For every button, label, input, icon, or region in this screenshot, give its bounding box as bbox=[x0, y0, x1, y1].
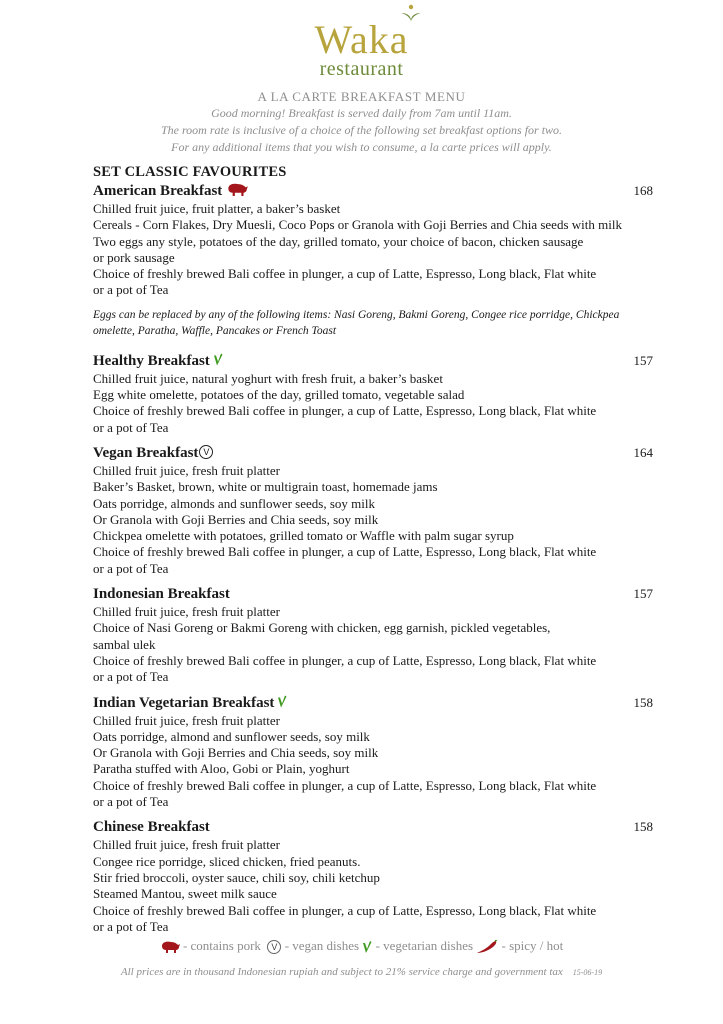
chili-icon bbox=[476, 940, 498, 954]
section-title: SET CLASSIC FAVOURITES bbox=[93, 164, 287, 180]
legend-spicy-label: - spicy / hot bbox=[501, 938, 564, 953]
menu-item-name: Indian Vegetarian Breakfast bbox=[93, 694, 275, 711]
menu-item-name: American Breakfast bbox=[93, 183, 223, 199]
menu-item-description: Congee rice porridge, sliced chicken, fried peanuts. bbox=[93, 853, 361, 869]
menu-item-name: Healthy Breakfast bbox=[93, 352, 210, 369]
menu-item-header bbox=[93, 443, 653, 463]
menu-item-description: Chilled fruit juice, fruit platter, a baker’s basket bbox=[93, 201, 341, 216]
menu-item-description: Choice of freshly brewed Bali coffee in plunger, a cup of Latte, Espresso, Long black, Flat white bbox=[93, 544, 597, 560]
menu-item-price: 157 bbox=[633, 352, 653, 368]
menu-item-header bbox=[93, 817, 653, 837]
menu-item-header bbox=[93, 693, 653, 713]
menu-item-description: Two eggs any style, potatoes of the day, grilled tomato, your choice of bacon, chicken sausage bbox=[93, 233, 584, 249]
vegetarian-icon bbox=[274, 694, 287, 711]
menu-item-description: Cereals - Corn Flakes, Dry Muesli, Coco Pops or Granola with Goji Berries and Chia seeds with milk bbox=[93, 217, 622, 233]
legend-vegetarian-label: - vegetarian dishes bbox=[375, 938, 474, 953]
menu-item-header bbox=[93, 351, 653, 371]
dietary-legend bbox=[0, 938, 723, 954]
pork-icon bbox=[160, 941, 180, 953]
restaurant-logo bbox=[0, 17, 723, 80]
menu-item-description: Chilled fruit juice, fresh fruit platter bbox=[93, 604, 280, 620]
menu-item bbox=[93, 693, 653, 811]
menu-item-price: 164 bbox=[633, 444, 653, 460]
menu-item-description: Chickpea omelette with potatoes, grilled tomato or Waffle with palm sugar syrup bbox=[93, 528, 514, 544]
vegetarian-icon bbox=[210, 352, 223, 369]
menu-item-description: or a pot of Tea bbox=[93, 560, 169, 576]
menu-item-description: Choice of freshly brewed Bali coffee in plunger, a cup of Latte, Espresso, Long black, Flat white bbox=[93, 403, 597, 419]
vegetarian-icon bbox=[362, 941, 372, 953]
menu-item-description: Or Granola with Goji Berries and Chia seeds, soy milk bbox=[93, 745, 379, 761]
menu-item bbox=[93, 584, 653, 685]
menu-items bbox=[93, 181, 653, 935]
menu-item-description: Choice of Nasi Goreng or Bakmi Goreng with chicken, egg garnish, pickled vegetables, bbox=[93, 620, 551, 636]
sprout-icon bbox=[400, 4, 422, 22]
footer-text: All prices are in thousand Indonesian rupiah and subject to 21% service charge and government tax bbox=[120, 966, 563, 978]
menu-item-description: Choice of freshly brewed Bali coffee in plunger, a cup of Latte, Espresso, Long black, Flat white bbox=[93, 266, 597, 282]
logo-wordmark bbox=[314, 17, 409, 62]
menu-item-description: Choice of freshly brewed Bali coffee in plunger, a cup of Latte, Espresso, Long black, Flat white bbox=[93, 902, 597, 918]
menu-item-description: or a pot of Tea bbox=[93, 282, 169, 298]
menu-item-description: or a pot of Tea bbox=[93, 794, 169, 810]
legend-pork-label: - contains pork bbox=[182, 938, 261, 953]
menu-item-description: Choice of freshly brewed Bali coffee in plunger, a cup of Latte, Espresso, Long black, Flat white bbox=[93, 652, 597, 668]
menu-item-description: Oats porridge, almonds and sunflower seeds, soy milk bbox=[93, 495, 375, 511]
menu-item-description: Or Granola with Goji Berries and Chia seeds, soy milk bbox=[93, 511, 379, 527]
intro-line: Good morning! Breakfast is served daily from 7am until 11am. bbox=[211, 106, 512, 120]
menu-item-description: Chilled fruit juice, natural yoghurt with fresh fruit, a baker’s basket bbox=[93, 370, 443, 386]
vegan-icon: V bbox=[267, 940, 281, 954]
logo-name: Waka bbox=[314, 17, 409, 62]
menu-item bbox=[93, 443, 653, 577]
vegan-icon: V bbox=[198, 444, 213, 461]
menu-intro bbox=[0, 88, 723, 156]
menu-item-description: Stir fried broccoli, oyster sauce, chili soy, chili ketchup bbox=[93, 869, 380, 885]
menu-item-header bbox=[93, 181, 653, 201]
menu-item-price: 168 bbox=[633, 183, 653, 198]
menu-item-note: Eggs can be replaced by any of the following items: Nasi Goreng, Bakmi Goreng, Congee rice porridge, Chickpea omelette, Paratha, Waffle, Pancakes or French Toast bbox=[93, 308, 620, 337]
menu-item-price: 157 bbox=[633, 586, 653, 602]
menu-item bbox=[93, 817, 653, 935]
legend-vegan-label: - vegan dishes bbox=[284, 938, 360, 953]
menu-item-description: or pork sausage bbox=[93, 249, 175, 265]
intro-line: For any additional items that you wish to consume, a la carte prices will apply. bbox=[171, 140, 552, 154]
menu-item-description: Steamed Mantou, sweet milk sauce bbox=[93, 886, 277, 902]
intro-line: The room rate is inclusive of a choice of the following set breakfast options for two. bbox=[160, 123, 563, 137]
menu-item bbox=[93, 181, 653, 339]
menu-item-description: Chilled fruit juice, fresh fruit platter bbox=[93, 837, 280, 853]
menu-title: A LA CARTE BREAKFAST MENU bbox=[257, 89, 466, 104]
menu-item-description: Oats porridge, almond and sunflower seeds, soy milk bbox=[93, 728, 370, 744]
menu-item-description: or a pot of Tea bbox=[93, 669, 169, 685]
menu-item-price: 158 bbox=[633, 819, 653, 835]
menu-item-header bbox=[93, 584, 653, 604]
menu-item-price: 158 bbox=[633, 694, 653, 710]
menu-item-description: or a pot of Tea bbox=[93, 419, 169, 435]
menu-item bbox=[93, 351, 653, 436]
menu-item-name: Chinese Breakfast bbox=[93, 819, 210, 836]
menu-item-name: Vegan Breakfast bbox=[93, 444, 199, 461]
menu-item-description: Paratha stuffed with Aloo, Gobi or Plain, yoghurt bbox=[93, 761, 350, 777]
footer-date: 15-06-19 bbox=[572, 968, 603, 977]
menu-item-description: Choice of freshly brewed Bali coffee in plunger, a cup of Latte, Espresso, Long black, Flat white bbox=[93, 777, 597, 793]
menu-item-description: Egg white omelette, potatoes of the day, grilled tomato, vegetable salad bbox=[93, 387, 465, 403]
menu-item-description: Chilled fruit juice, fresh fruit platter bbox=[93, 462, 280, 478]
menu-item-description: Chilled fruit juice, fresh fruit platter bbox=[93, 712, 280, 728]
logo-subtitle: restaurant bbox=[319, 58, 404, 80]
pork-icon bbox=[222, 182, 248, 199]
menu-item-description: or a pot of Tea bbox=[93, 918, 169, 934]
menu-content bbox=[93, 163, 653, 935]
menu-item-name: Indonesian Breakfast bbox=[93, 586, 230, 603]
footer-note bbox=[0, 966, 723, 978]
menu-item-description: sambal ulek bbox=[93, 636, 156, 652]
menu-item-description: Baker’s Basket, brown, white or multigrain toast, homemade jams bbox=[93, 479, 438, 495]
